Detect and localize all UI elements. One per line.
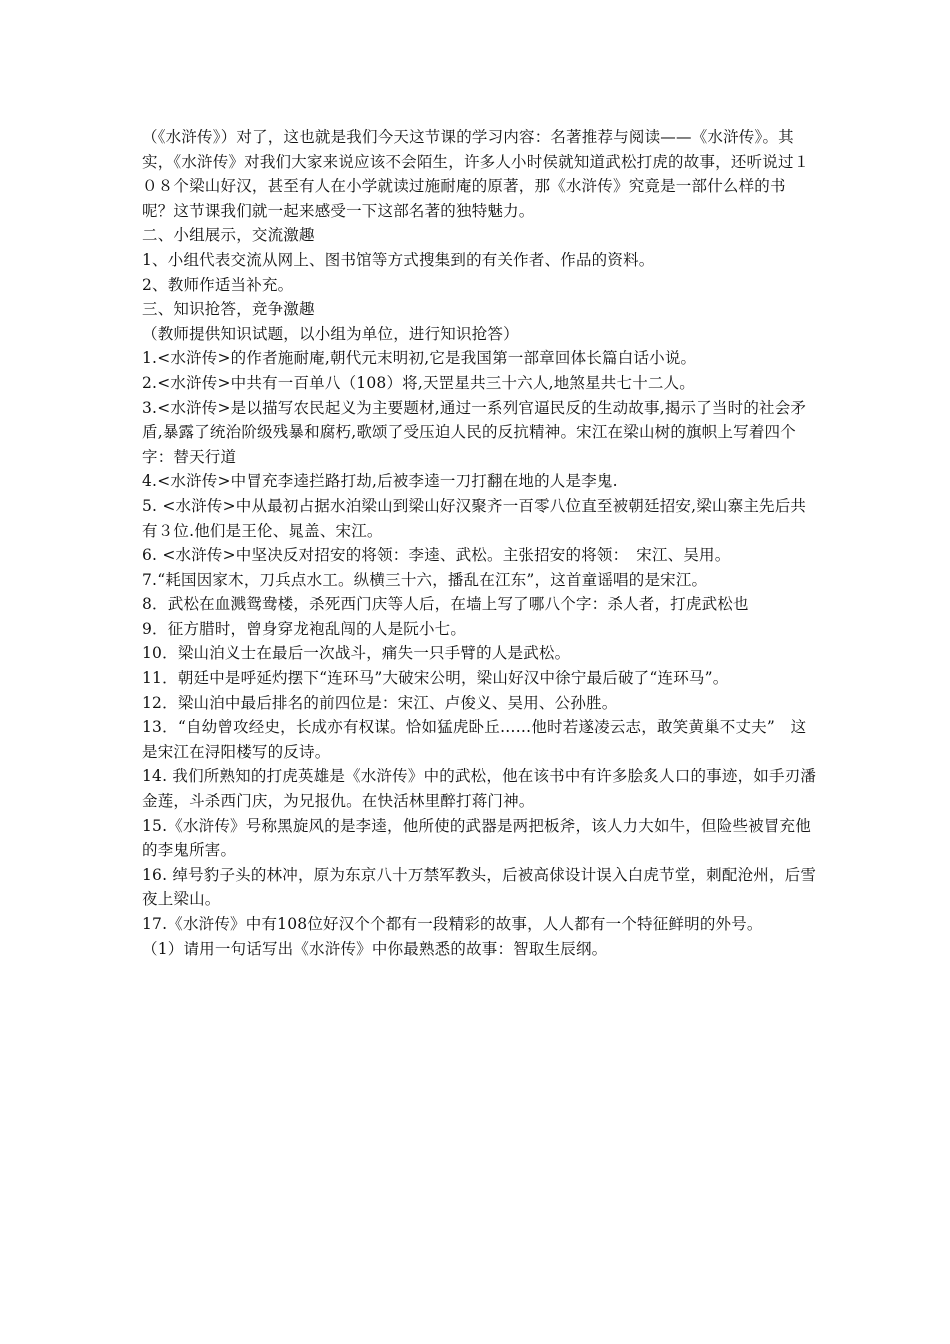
quiz-item-4: 4.<水浒传>中冒充李逵拦路打劫,后被李逵一刀打翻在地的人是李鬼. [142,472,618,491]
quiz-item-1: 1.<水浒传>的作者施耐庵,朝代元末明初,它是我国第一部章回体长篇白话小说。 [142,349,697,368]
intro-paragraph: （《水浒传》）对了，这也就是我们今天这节课的学习内容：名著推荐与阅读——《水浒传》。其实，《水浒传》对我们大家来说应该不会陌生，许多人小时侯就知道武松打虎的故事，还听说过１０８个梁山好汉，甚至有人在小学就读过施耐庵的原著，那《水浒传》究竟是一部什么样的书呢？这节课我们就一起来感受一下这部名著的独特魅力。 [142,128,810,220]
quiz-item-2: 2.<水浒传>中共有一百单八（108）将,天罡星共三十六人,地煞星共七十二人。 [142,373,696,392]
quiz-item-15: 15.《水浒传》号称黑旋风的是李逵，他所使的武器是两把板斧，该人力大如牛，但险些被冒充他的李鬼所害。 [142,816,811,860]
quiz-item-6: 6. <水浒传>中坚决反对招安的将领：李逵、武松。主张招安的将领： 宋江、吴用。 [142,546,731,565]
quiz-item-17: 17.《水浒传》中有108位好汉个个都有一段精彩的故事，人人都有一个特征鲜明的外号。 [142,915,763,933]
section-heading-3: 三、知识抢答，竞争激趣 [142,300,315,319]
quiz-item-3: 3.<水浒传>是以描写农民起义为主要题材,通过一系列官逼民反的生动故事,揭示了当时的社会矛盾,暴露了统治阶级残暴和腐朽,歌颂了受压迫人民的反抗精神。宋江在梁山树的旗帜上写着四个字：替天行道 [142,398,807,466]
quiz-item-16: 16. 绰号豹子头的林冲，原为东京八十万禁军教头，后被高俅设计误入白虎节堂，刺配沧州，后雪夜上梁山。 [142,865,817,909]
quiz-item-14: 14. 我们所熟知的打虎英雄是《水浒传》中的武松，他在该书中有许多脍炙人口的事迹，如手刃潘金莲，斗杀西门庆，为兄报仇。在快活林里醉打蒋门神。 [142,767,817,811]
list-item: 2、教师作适当补充。 [142,275,294,294]
quiz-item-13: 13．“自幼曾攻经史，长成亦有权谋。恰如猛虎卧丘……他时若遂凌云志，敢笑黄巢不丈夫” 这是宋江在浔阳楼写的反诗。 [142,718,807,761]
quiz-item-5: 5. <水浒传>中从最初占据水泊梁山到梁山好汉聚齐一百零八位直至被朝廷招安,梁山寨主先后共有３位.他们是王伦、晁盖、宋江。 [142,496,807,540]
list-item: 1、小组代表交流从网上、图书馆等方式搜集到的有关作者、作品的资料。 [142,250,655,269]
quiz-item-11: 11．朝廷中是呼延灼摆下“连环马”大破宋公明，梁山好汉中徐宁最后破了“连环马”。 [142,669,729,688]
section-heading-2: 二、小组展示，交流激趣 [142,226,315,245]
quiz-item-8: 8．武松在血溅鸳鸯楼，杀死西门庆等人后，在墙上写了哪八个字：杀人者，打虎武松也 [142,595,749,614]
document-body [142,125,817,961]
quiz-sub-item-1: （1）请用一句话写出《水浒传》中你最熟悉的故事：智取生辰纲。 [142,939,608,958]
quiz-item-9: 9．征方腊时，曾身穿龙袍乱闯的人是阮小七。 [142,619,467,638]
quiz-item-12: 12．梁山泊中最后排名的前四位是：宋江、卢俊义、吴用、公孙胜。 [142,693,618,712]
quiz-item-10: 10．梁山泊义士在最后一次战斗，痛失一只手臂的人是武松。 [142,644,571,663]
quiz-item-7: 7.“耗国因家木，刀兵点水工。纵横三十六，播乱在江东”，这首童谣唱的是宋江。 [142,570,708,589]
instruction-note: （教师提供知识试题，以小组为单位，进行知识抢答） [142,324,519,343]
